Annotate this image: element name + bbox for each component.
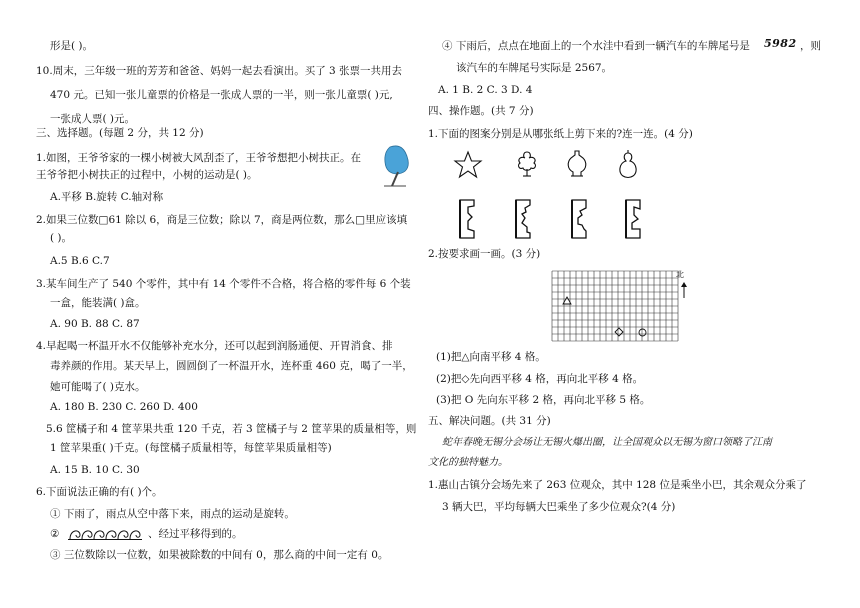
mc5-line2: 1 筐苹果重( )千克。(每筐橘子质量相等，每筐苹果质量相等) bbox=[50, 442, 332, 454]
mc6-statement-4-line2: 该汽车的车牌尾号实际是 2567。 bbox=[456, 62, 613, 74]
wp1-line2: 3 辆大巴，平均每辆大巴乘坐了多少位观众?(4 分) bbox=[442, 501, 676, 513]
mc2-line2: ( )。 bbox=[50, 232, 73, 244]
q10-line2: 470 元。已知一张儿童票的价格是一张成人票的一半，则一张儿童票( )元, bbox=[50, 89, 393, 101]
wp1-line1: 1.惠山古镇分会场先来了 263 位观众，其中 128 位是乘坐小巴，其余观众分乘了 bbox=[428, 479, 807, 491]
mc5-options: A. 15 B. 10 C. 30 bbox=[50, 464, 140, 476]
mc6-statement-4: ④ 下雨后，点点在地面上的一个水洼中看到一辆汽车的车牌尾号是 bbox=[442, 40, 750, 52]
mc4-line3: 她可能喝了( )克水。 bbox=[50, 381, 146, 393]
folded-paper-2-icon bbox=[512, 199, 534, 239]
folded-paper-1-icon bbox=[456, 199, 478, 239]
story-intro-line1: 蛇年春晚无锡分会场让无锡火爆出圈，让全国观众以无锡为窗口领略了江南 bbox=[442, 437, 772, 448]
mc3-line2: 一盒，能装满( )盒。 bbox=[50, 297, 146, 309]
folded-paper-3-icon bbox=[568, 199, 590, 239]
mirrored-plate-number: 5982 bbox=[764, 37, 797, 50]
mc6-statement-2-marker: ② bbox=[50, 528, 60, 540]
q10-line1: 10.周末，三年级一班的芳芳和爸爸、妈妈一起去看演出。买了 3 张票一共用去 bbox=[36, 65, 403, 77]
mc6-statement-4-tail: ，则 bbox=[800, 40, 821, 52]
section-5-title: 五、解决问题。(共 31 分) bbox=[428, 415, 551, 427]
diamond-shape bbox=[614, 327, 624, 337]
flower-icon bbox=[514, 150, 540, 178]
q9-tail: 形是( )。 bbox=[50, 40, 94, 52]
mc6-options: A. 1 B. 2 C. 3 D. 4 bbox=[438, 84, 533, 96]
mc4-line1: 4.早起喝一杯温开水不仅能够补充水分，还可以起到润肠通便、开胃消食、排 bbox=[36, 340, 393, 352]
story-intro-line2: 文化的独特魅力。 bbox=[428, 457, 508, 468]
mc6-statement-3: ③ 三位数除以一位数，如果被除数的中间有 0，那么商的中间一定有 0。 bbox=[50, 549, 389, 561]
north-label: 北 bbox=[676, 270, 684, 279]
vase-icon bbox=[565, 149, 589, 179]
mc3-options: A. 90 B. 88 C. 87 bbox=[50, 318, 140, 330]
mc6-statement-1: ① 下雨了，雨点从空中落下来，雨点的运动是旋转。 bbox=[50, 508, 295, 520]
op2-task-2: (2)把◇先向西平移 4 格，再向北平移 4 格。 bbox=[436, 373, 644, 385]
op2-stem: 2.按要求画一画。(3 分) bbox=[428, 248, 541, 260]
mc1-line2: 王爷爷把小树扶正的过程中，小树的运动是( )。 bbox=[36, 169, 258, 181]
mc2-line1: 2.如果三位数□61 除以 6，商是三位数；除以 7，商是两位数，那么□里应该填 bbox=[36, 214, 408, 226]
mc1-options: A.平移 B.旋转 C.轴对称 bbox=[50, 191, 164, 203]
section-4-title: 四、操作题。(共 7 分) bbox=[428, 105, 534, 117]
mc5-line1: 5.6 筐橘子和 4 筐苹果共重 120 千克，若 3 筐橘子与 2 筐苹果的质量相等，则 bbox=[46, 423, 417, 435]
mc6-statement-2-tail: 、经过平移得到的。 bbox=[148, 528, 243, 540]
folded-paper-4-icon bbox=[622, 199, 644, 239]
mc4-options: A. 180 B. 230 C. 260 D. 400 bbox=[50, 401, 198, 413]
section-3-title: 三、选择题。(每题 2 分，共 12 分) bbox=[36, 127, 204, 139]
op1-stem: 1.下面的图案分别是从哪张纸上剪下来的?连一连。(4 分) bbox=[428, 128, 693, 140]
gourd-icon bbox=[616, 148, 640, 180]
q10-line3: 一张成人票( )元。 bbox=[50, 113, 136, 125]
tree-icon bbox=[380, 144, 412, 188]
mc6-stem: 6.下面说法正确的有( )个。 bbox=[36, 486, 163, 498]
wave-pattern-icon bbox=[68, 527, 144, 541]
circle-shape bbox=[638, 328, 647, 337]
mc4-line2: 毒养颜的作用。某天早上，圆圆倒了一杯温开水，连杯重 460 克，喝了一半， bbox=[50, 360, 413, 372]
mc2-options: A.5 B.6 C.7 bbox=[50, 255, 110, 267]
mc1-line1: 1.如图，王爷爷家的一棵小树被大风刮歪了，王爷爷想把小树扶正。在 bbox=[36, 152, 362, 164]
north-arrow-icon bbox=[680, 282, 688, 298]
op2-task-1: (1)把△向南平移 4 格。 bbox=[436, 351, 546, 363]
triangle-shape bbox=[562, 296, 572, 305]
op2-task-3: (3)把 O 先向东平移 2 格，再向北平移 5 格。 bbox=[436, 394, 651, 406]
star-icon bbox=[454, 151, 482, 178]
mc3-line1: 3.某车间生产了 540 个零件，其中有 14 个零件不合格，将合格的零件每 6 个装 bbox=[36, 278, 411, 290]
